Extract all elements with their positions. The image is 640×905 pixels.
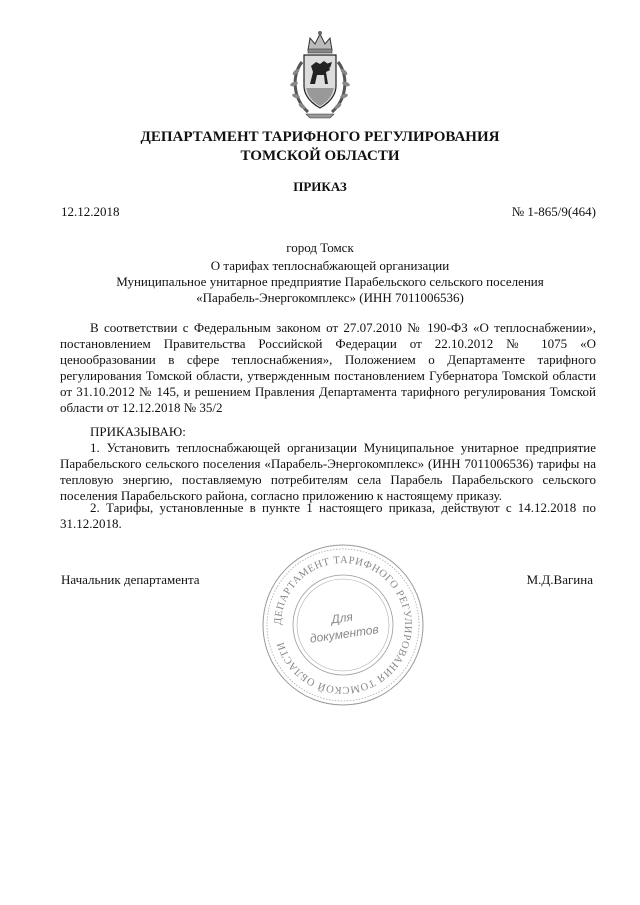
department-title-line1: ДЕПАРТАМЕНТ ТАРИФНОГО РЕГУЛИРОВАНИЯ bbox=[140, 129, 500, 145]
stamp-ring-text: ДЕПАРТАМЕНТ ТАРИФНОГО РЕГУЛИРОВАНИЯ ТОМСКОЙ ОБЛАСТИ bbox=[272, 554, 414, 696]
coat-of-arms-emblem bbox=[286, 28, 354, 120]
official-stamp bbox=[260, 542, 426, 708]
document-date: 12.12.2018 bbox=[61, 204, 120, 219]
subject-line2: Муниципальное унитарное предприятие Парабельского сельского поселения bbox=[116, 274, 544, 289]
stamp-center-line2: документов bbox=[308, 622, 380, 646]
stamp-center-line1: Для bbox=[330, 609, 354, 627]
order-item-1: 1. Установить теплоснабжающей организации Муниципальное унитарное предприятие Парабельского сельского поселения «Парабель-Энергокомплекс» (ИНН 7011006536) тарифы на тепловую энергию, поставляемую потребителям села Парабель Парабельского сельского поселения Парабельского района, согласно приложению к настоящему приказу. bbox=[60, 440, 596, 503]
preamble-paragraph: В соответствии с Федеральным законом от 27.07.2010 № 190-ФЗ «О теплоснабжении», постановлением Правительства Российской Федерации от 22.10.2012 № 1075 «О ценообразовании в сфере теплоснабжения», Положением о Департаменте тарифного регулирования Томской области, утвержденным постановлением Губернатора Томской области от 31.10.2012 № 145, и решением Правления Департамента тарифного регулирования Томской области от 12.12.2018 № 35/2 bbox=[60, 320, 596, 415]
subject-line3: «Парабель-Энергокомплекс» (ИНН 7011006536) bbox=[196, 290, 464, 305]
document-subject bbox=[60, 258, 600, 306]
signatory-name: М.Д.Вагина bbox=[526, 572, 593, 587]
document-city: город Томск bbox=[286, 240, 354, 255]
signatory-title: Начальник департамента bbox=[61, 572, 200, 587]
department-title-line2: ТОМСКОЙ ОБЛАСТИ bbox=[240, 148, 400, 164]
subject-line1: О тарифах теплоснабжающей организации bbox=[210, 258, 450, 273]
document-type: ПРИКАЗ bbox=[293, 179, 347, 194]
order-word: ПРИКАЗЫВАЮ: bbox=[90, 424, 186, 439]
order-item-2: 2. Тарифы, установленные в пункте 1 настоящего приказа, действуют с 14.12.2018 по 31.12.2018. bbox=[60, 500, 596, 531]
document-number: № 1-865/9(464) bbox=[511, 204, 596, 219]
